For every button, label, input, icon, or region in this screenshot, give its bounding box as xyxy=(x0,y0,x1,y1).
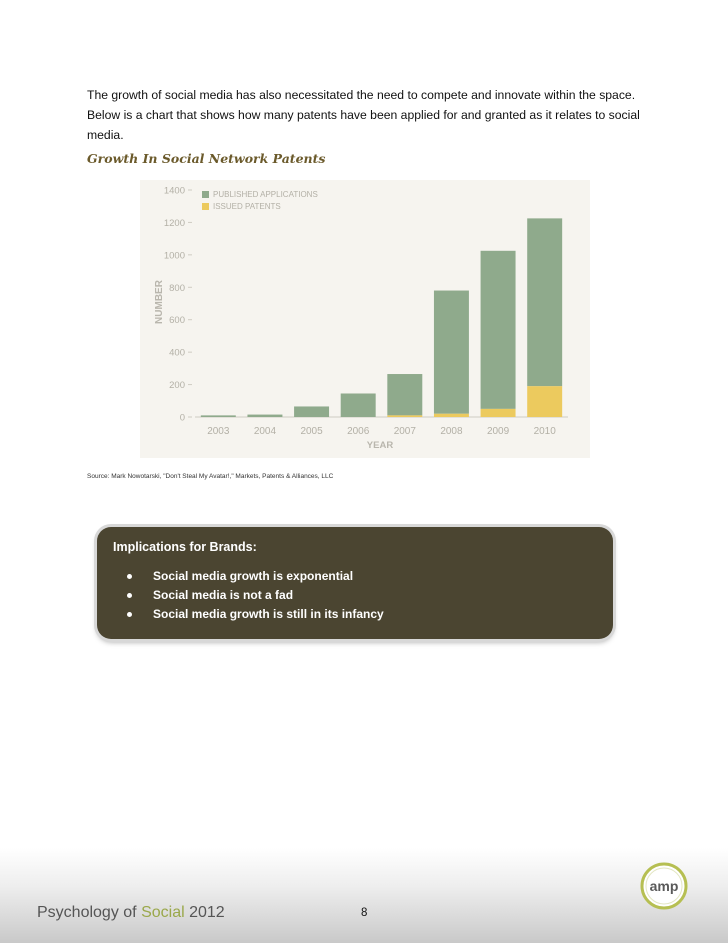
y-tick-label: 0 xyxy=(179,412,185,424)
y-tick-label: 200 xyxy=(169,380,185,392)
bullet-icon xyxy=(127,574,132,579)
list-item xyxy=(127,605,384,624)
y-tick-label: 800 xyxy=(169,282,185,294)
y-tick-label: 1400 xyxy=(163,185,185,197)
bullet-icon xyxy=(127,593,132,598)
x-tick-label: 2008 xyxy=(440,426,463,437)
list-item xyxy=(127,567,384,586)
list-item-text: Social media growth is still in its infancy xyxy=(153,607,384,621)
list-item-text: Social media growth is exponential xyxy=(153,569,354,583)
bar-issued-patents xyxy=(387,415,422,417)
legend-swatch xyxy=(202,203,209,210)
x-tick-label: 2010 xyxy=(533,426,556,437)
y-tick-label: 1200 xyxy=(163,217,185,229)
bar-issued-patents xyxy=(481,409,516,417)
footer-brand xyxy=(37,904,225,922)
footer-brand-suffix: 2012 xyxy=(184,904,225,921)
bar-published-applications xyxy=(527,218,562,386)
callout-heading: Implications for Brands: xyxy=(113,540,257,554)
y-axis-label: NUMBER xyxy=(154,280,165,324)
bar-published-applications xyxy=(201,415,236,417)
x-tick-label: 2005 xyxy=(300,426,323,437)
chart-heading: Growth In Social Network Patents xyxy=(87,151,326,166)
implications-list xyxy=(127,567,384,624)
logo-text: amp xyxy=(649,878,679,894)
legend-swatch xyxy=(202,191,209,198)
footer-brand-highlight: Social xyxy=(141,904,185,921)
bar-published-applications xyxy=(294,406,329,417)
x-tick-label: 2007 xyxy=(393,426,416,437)
x-tick-label: 2003 xyxy=(207,426,230,437)
x-axis-label: YEAR xyxy=(366,440,394,451)
bar-published-applications xyxy=(434,291,469,414)
bullet-icon xyxy=(127,612,132,617)
y-tick-label: 600 xyxy=(169,315,185,327)
x-tick-label: 2004 xyxy=(253,426,277,437)
implications-callout xyxy=(97,527,613,639)
x-tick-label: 2009 xyxy=(486,426,510,437)
bar-published-applications xyxy=(247,415,282,417)
bar-published-applications xyxy=(341,393,376,417)
intro-paragraph: The growth of social media has also necessitated the need to compete and innovate within the space. Below is a chart that shows how many patents have been applied for and granted as it relates to social media. xyxy=(87,88,640,142)
y-tick-label: 1000 xyxy=(163,250,185,262)
bar-issued-patents xyxy=(527,386,562,417)
source-citation: Source: Mark Nowotarski, "Don't Steal My Avatar!," Markets, Patents & Alliances, LLC xyxy=(87,473,334,480)
legend-label: ISSUED PATENTS xyxy=(213,202,281,211)
page-number: 8 xyxy=(361,907,368,919)
x-tick-label: 2006 xyxy=(347,426,370,437)
list-item xyxy=(127,586,384,605)
footer-brand-prefix: Psychology of xyxy=(37,904,142,921)
page-footer xyxy=(0,848,728,943)
patent-growth-chart xyxy=(140,180,590,458)
y-tick-label: 400 xyxy=(169,347,185,359)
bar-published-applications xyxy=(481,251,516,409)
chart-canvas xyxy=(140,180,590,458)
bar-issued-patents xyxy=(434,414,469,417)
list-item-text: Social media is not a fad xyxy=(153,588,294,602)
bar-published-applications xyxy=(387,374,422,415)
amp-logo-icon xyxy=(640,862,688,910)
legend-label: PUBLISHED APPLICATIONS xyxy=(213,190,318,199)
